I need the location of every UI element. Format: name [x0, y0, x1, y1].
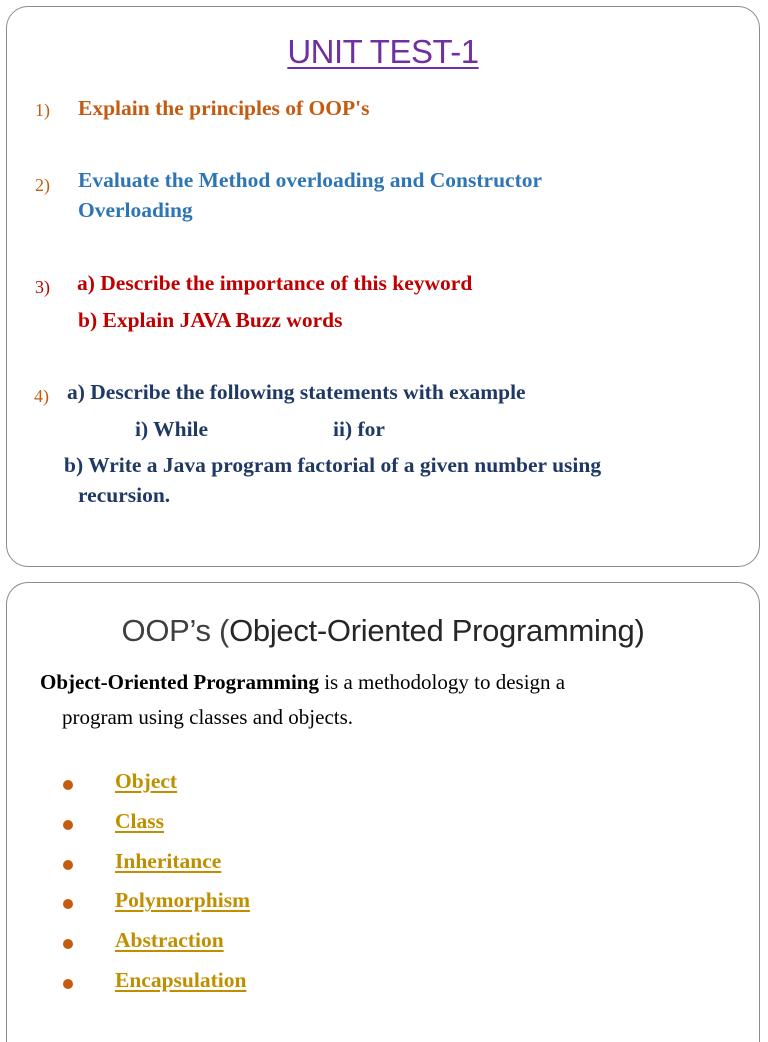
concept-link-class[interactable]: Class [115, 808, 164, 833]
question-4-part-b-line2: recursion. [78, 483, 171, 507]
intro-line-2: program using classes and objects. [62, 705, 354, 729]
bullet-dot-icon [63, 979, 73, 989]
question-4-part-a: a) Describe the following statements with example [67, 380, 526, 404]
concept-link-encapsulation[interactable]: Encapsulation [115, 967, 247, 992]
slide-oops-intro [6, 582, 760, 1042]
bullet-dot-icon [63, 860, 73, 870]
concept-link-polymorphism[interactable]: Polymorphism [115, 888, 250, 913]
question-1-text: Explain the principles of OOP's [78, 96, 370, 120]
concept-link-object[interactable]: Object [115, 769, 178, 793]
concept-link-abstraction[interactable]: Abstraction [115, 928, 224, 953]
slide-title [7, 613, 759, 649]
slide-unit-test [6, 6, 760, 567]
question-2-line2: Overloading [78, 198, 193, 222]
question-4-item-for: ii) for [333, 417, 385, 441]
bullet-dot-icon [63, 780, 73, 790]
question-1-number: 1) [35, 100, 50, 120]
bullet-dot-icon [63, 899, 73, 909]
question-3-part-a: a) Describe the importance of this keyword [77, 271, 473, 295]
intro-paragraph [40, 665, 730, 735]
question-3-part-b: b) Explain JAVA Buzz words [78, 308, 343, 332]
intro-bold-term: Object-Oriented Programming [40, 670, 319, 694]
concept-link-inheritance[interactable]: Inheritance [115, 848, 222, 873]
bullet-dot-icon [63, 939, 73, 949]
title-prefix: OOP’s ( [121, 613, 230, 648]
question-4-number: 4) [34, 386, 49, 406]
intro-text: is a methodology to design a [318, 670, 566, 694]
question-3-number: 3) [35, 277, 50, 297]
question-4-part-b-line1: b) Write a Java program factorial of a given number using [64, 453, 602, 477]
bullet-dot-icon [63, 820, 73, 830]
question-2-number: 2) [35, 175, 50, 195]
question-2-line1: Evaluate the Method overloading and Constructor [78, 168, 543, 192]
question-4-item-while: i) While [135, 417, 209, 441]
title-main: Object-Oriented Programming) [229, 613, 645, 648]
slide-title: UNIT TEST-1 [287, 33, 479, 70]
